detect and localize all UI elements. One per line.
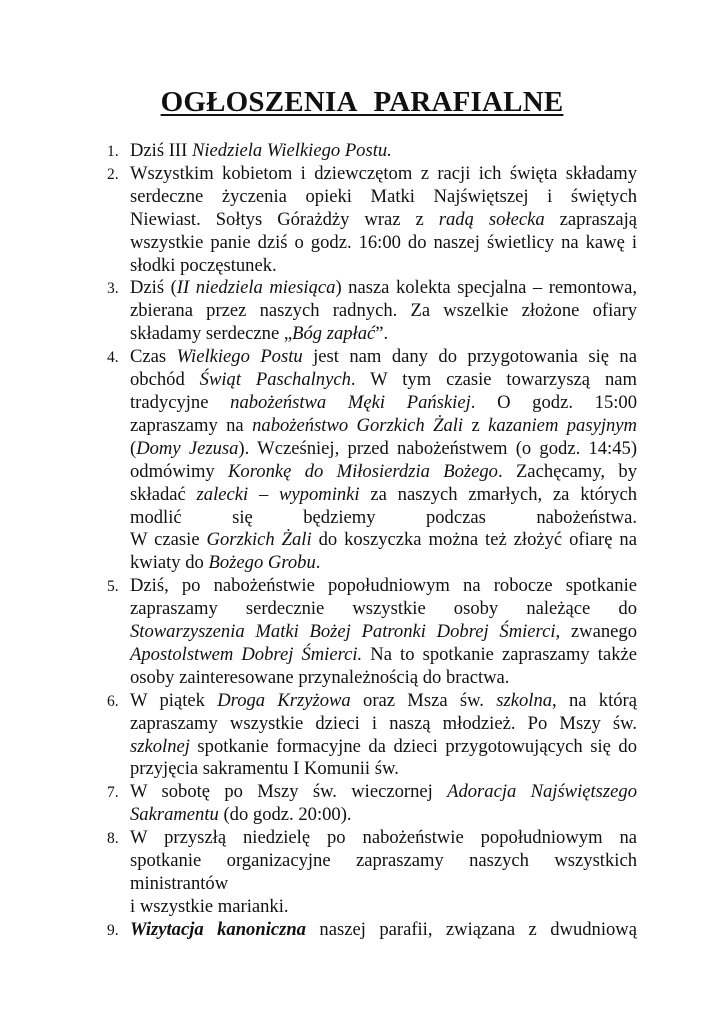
item-number: 9. [107,921,119,939]
text-line: Wszystkim kobietom i dziewczętom z racji ich święta składamy [130,162,637,184]
text-line: kwiaty do Bożego Grobu. [130,552,321,574]
announcement-item [107,140,637,163]
item-number: 6. [107,692,119,710]
text-line: składamy serdeczne „Bóg zapłać”. [130,323,389,345]
item-number: 2. [107,165,119,183]
text-line: Wizytacja kanoniczna naszej parafii, związana z dwudniową [130,918,637,940]
text-line: serdeczne życzenia opieki Matki Najświętszej i świętych [130,185,637,207]
text-line: szkolnej spotkanie formacyjne da dzieci przygotowujących się do [130,735,637,757]
announcement-item [107,690,637,782]
text-line: W przyszłą niedzielę po nabożeństwie popołudniowym na [130,827,637,849]
item-number: 8. [107,830,119,848]
text-line: W sobotę po Mszy św. wieczornej Adoracja Najświętszego [130,781,637,803]
text-line: Dziś III Niedziela Wielkiego Postu. [130,140,392,161]
text-line: i wszystkie marianki. [130,895,289,917]
text-line: W czasie Gorzkich Żali do koszyczka można też złożyć ofiarę na [130,529,637,551]
text-line: tradycyjne nabożeństwa Męki Pańskiej. O godz. 15:00 [130,391,638,413]
text-line: ministrantów [130,873,229,894]
announcement-item [107,575,637,690]
item-number: 5. [107,578,119,596]
text-line: Apostolstwem Dobrej Śmierci. Na to spotkanie zapraszamy także [130,643,637,665]
text-line: osoby zainteresowane przynależnością do bractwa. [130,666,510,688]
text-line: zapraszamy serdecznie wszystkie osoby należące do [130,598,637,620]
page-title: OGŁOSZENIA PARAFIALNE [160,86,564,118]
text-line: obchód Świąt Paschalnych. W tym czasie towarzyszą nam [130,369,637,391]
text-line: zapraszamy na nabożeństwo Gorzkich Żali z kazaniem pasyjnym [130,414,637,436]
text-line: (Domy Jezusa). Wcześniej, przed nabożeństwem (o godz. 14:45) [130,437,638,459]
item-number: 3. [107,280,119,298]
text-line: W piątek Droga Krzyżowa oraz Msza św. szkolna, na którą [130,689,638,711]
text-line: modlić się będziemy podczas nabożeństwa. [130,506,637,528]
announcement-item [107,277,637,346]
text-line: zbierana przez naszych radnych. Za wszelkie złożone ofiary [130,300,637,322]
item-number: 7. [107,784,119,802]
announcement-item [107,163,637,278]
text-line: przyjęcia sakramentu I Komunii św. [130,758,399,780]
text-line: Sakramentu (do godz. 20:00). [130,804,352,826]
announcement-item [107,781,637,827]
text-line: Dziś, po nabożeństwie popołudniowym na robocze spotkanie [130,575,637,597]
text-line: Niewiast. Sołtys Górażdży wraz z radą sołecka zapraszają [130,208,638,230]
text-line: zapraszamy wszystkie dzieci i naszą młodzież. Po Mszy św. [130,712,637,734]
item-number: 4. [107,349,119,367]
text-line: słodki poczęstunek. [130,254,277,276]
announcement-item [107,827,637,919]
text-line: Czas Wielkiego Postu jest nam dany do przygotowania się na [130,346,637,368]
text-line: wszystkie panie dziś o godz. 16:00 do naszej świetlicy na kawę i [130,231,637,253]
text-line: składać zalecki – wypominki za naszych zmarłych, za których [130,483,638,505]
announcement-item [107,346,637,575]
announcements-list [107,140,637,942]
text-line: spotkanie organizacyjne zapraszamy naszych wszystkich [130,850,637,872]
text-line: odmówimy Koronkę do Miłosierdzia Bożego. Zachęcamy, by [130,460,637,482]
text-line: Dziś (II niedziela miesiąca) nasza kolekta specjalna – remontowa, [130,277,637,299]
item-number: 1. [107,143,119,160]
text-line: Stowarzyszenia Matki Bożej Patronki Dobrej Śmierci, zwanego [130,621,637,643]
announcement-item [107,919,637,942]
